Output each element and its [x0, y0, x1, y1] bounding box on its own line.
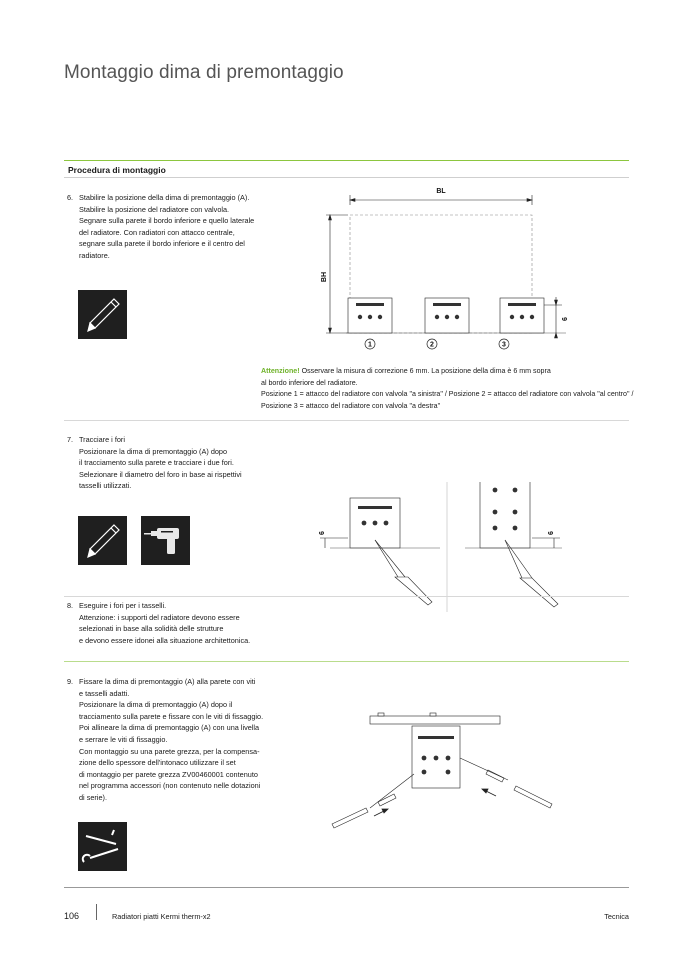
step-number: 8. [67, 601, 74, 610]
step-line: di montaggio per parete grezza ZV00460001 contenuto [79, 769, 258, 779]
step-line: e tasselli adatti. [79, 688, 130, 698]
step-line: Posizionare la dima di premontaggio (A) dopo il [79, 700, 233, 710]
document-title: Radiatori piatti Kermi therm-x2 [112, 912, 211, 921]
pencil-icon [78, 290, 127, 339]
step-line: Stabilire la posizione del radiatore con valvola. [79, 204, 230, 214]
step-line: e serrare le viti di fissaggio. [79, 734, 168, 744]
divider [64, 887, 629, 888]
note-line: Osservare la misura di correzione 6 mm. La posizione della dima è 6 mm sopra [299, 367, 551, 375]
step-line: Segnare sulla parete il bordo inferiore e quello laterale [79, 216, 255, 226]
step-line: zione dello spessore dell'intonaco utilizzare il set [79, 758, 236, 768]
step-line: segnare sulla parete il bordo inferiore e il centro del [79, 239, 245, 249]
divider [64, 420, 629, 421]
step-7 [67, 434, 262, 492]
step-8 [67, 600, 262, 646]
dim-label-offset-left: 6 [319, 531, 326, 535]
step-line: tracciamento sulla parete e fissare con le viti di fissaggio. [79, 711, 264, 721]
dim-label-offset: 6 [562, 317, 569, 321]
footer-separator [96, 904, 97, 920]
template-position-diagram [318, 185, 570, 355]
pencil-icon [78, 516, 127, 565]
template-fixing-diagram [318, 712, 570, 837]
hole-marking-diagram [310, 482, 568, 612]
step-line: Con montaggio su una parete grezza, per la compensa- [79, 746, 260, 756]
step-line: Eseguire i fori per i tasselli. [79, 601, 167, 610]
step-line: tasselli utilizzati. [79, 481, 132, 491]
step-line: Attenzione: i supporti del radiatore devono essere [79, 612, 240, 622]
dim-label-offset-right: 6 [548, 531, 555, 535]
step-line: di serie). [79, 792, 107, 802]
step-line: Fissare la dima di premontaggio (A) alla parete con viti [79, 677, 256, 686]
page-number: 106 [64, 911, 80, 921]
position-label-3: 3 [502, 341, 506, 349]
step-6 [67, 192, 262, 262]
step-line: Poi allineare la dima di premontaggio (A) con una livella [79, 723, 260, 733]
drill-icon [141, 516, 190, 565]
dim-label-width: BL [436, 188, 446, 195]
divider [64, 661, 629, 662]
step-line: Stabilire la posizione della dima di premontaggio (A). [79, 193, 250, 202]
step-number: 6. [67, 193, 74, 202]
step-line: Selezionare il diametro del foro in base ai rispettivi [79, 469, 242, 479]
dim-label-height: BH [321, 271, 328, 283]
step-line: il tracciamento sulla parete e tracciare i due fori. [79, 458, 234, 468]
wrench-screwdriver-icon [78, 822, 127, 871]
attention-note [261, 366, 633, 413]
step-number: 9. [67, 677, 74, 686]
step-9 [67, 676, 262, 804]
note-line: Posizione 3 = attacco del radiatore con valvola "a destra" [261, 402, 441, 411]
step-line: nel programma accessori (non contenuto nelle dotazioni [79, 781, 261, 791]
step-line: selezionati in base alla solidità delle strutture [79, 624, 224, 634]
page-title: Montaggio dima di premontaggio [64, 62, 344, 83]
step-number: 7. [67, 435, 74, 444]
step-line: del radiatore. Con radiatori con attacco centrale, [79, 227, 235, 237]
section-heading: Procedura di montaggio [68, 165, 166, 175]
step-line: radiatore. [79, 250, 110, 260]
note-line: al bordo inferiore del radiatore. [261, 378, 358, 387]
step-line: e devono essere idonei alla situazione architettonica. [79, 635, 251, 645]
divider [64, 596, 629, 597]
section-label: Tecnica [604, 912, 629, 921]
step-line: Tracciare i fori [79, 435, 125, 444]
position-label-2: 2 [430, 341, 434, 349]
position-label-1: 1 [368, 341, 372, 349]
note-line: Posizione 1 = attacco del radiatore con valvola "a sinistra" / Posizione 2 = attacco del radiatore con valvola "al centro" / [261, 390, 634, 399]
step-line: Posizionare la dima di premontaggio (A) dopo [79, 446, 228, 456]
attention-label: Attenzione! [261, 367, 300, 375]
